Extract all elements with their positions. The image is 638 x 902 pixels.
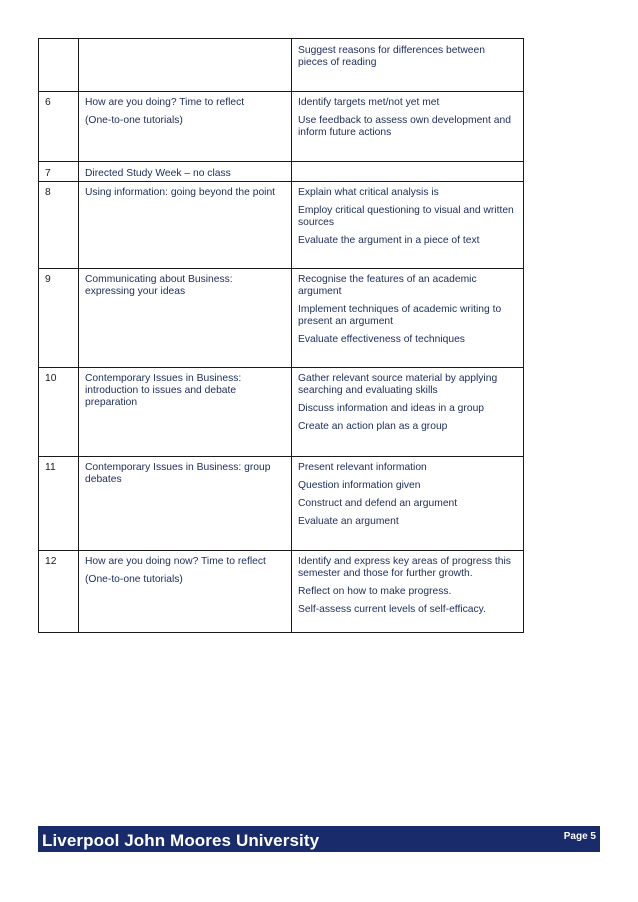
topic-text: Directed Study Week – no class [85,168,231,179]
outcomes-cell [292,269,524,368]
topic-text: (One-to-one tutorials) [85,574,183,585]
outcome-text: Implement techniques of academic writing to present an argument [298,304,502,327]
outcome-text: Discuss information and ideas in a group [298,403,485,414]
outcomes-cell [292,457,524,551]
table-row [39,39,524,92]
table-row [39,457,524,551]
outcome-text: Explain what critical analysis is [298,187,439,198]
topic-text: How are you doing now? Time to reflect [85,556,266,567]
week-cell: 11 [39,457,79,551]
outcome-text: Create an action plan as a group [298,421,448,432]
week-cell: 10 [39,368,79,457]
outcome-text: Suggest reasons for differences between pieces of reading [298,45,485,68]
outcome-text: Identify and express key areas of progress this semester and those for further growth. [298,556,511,579]
outcome-text: Use feedback to assess own development and inform future actions [298,115,511,138]
week-cell: 12 [39,551,79,633]
topic-text: Using information: going beyond the point [85,187,276,198]
outcome-text: Evaluate effectiveness of techniques [298,334,465,345]
outcome-text: Evaluate an argument [298,516,399,527]
topic-cell [79,162,292,182]
topic-text: Contemporary Issues in Business: introduction to issues and debate preparation [85,373,242,408]
outcome-text: Construct and defend an argument [298,498,458,509]
table-row [39,92,524,162]
outcomes-cell [292,368,524,457]
topic-text: How are you doing? Time to reflect [85,97,245,108]
week-cell: 7 [39,162,79,182]
table-row [39,162,524,182]
topic-cell [79,368,292,457]
outcome-text: Self-assess current levels of self-efficacy. [298,604,486,615]
topic-text: Contemporary Issues in Business: group debates [85,462,271,485]
week-cell [39,39,79,92]
table-row [39,551,524,633]
topic-text: (One-to-one tutorials) [85,115,183,126]
topic-cell [79,92,292,162]
topic-cell [79,551,292,633]
topic-text: Communicating about Business: expressing your ideas [85,274,233,297]
outcome-text: Reflect on how to make progress. [298,586,452,597]
topic-cell [79,269,292,368]
outcome-text: Present relevant information [298,462,427,473]
topic-cell [79,182,292,269]
outcome-text: Evaluate the argument in a piece of text [298,235,480,246]
outcome-text: Recognise the features of an academic argument [298,274,477,297]
outcome-text: Identify targets met/not yet met [298,97,440,108]
outcome-text: Gather relevant source material by applying searching and evaluating skills [298,373,498,396]
table-row [39,269,524,368]
page-number: Page 5 [563,831,596,842]
week-cell: 9 [39,269,79,368]
outcomes-cell [292,162,524,182]
footer-bar [38,826,600,852]
topic-cell [79,39,292,92]
table-row [39,182,524,269]
outcomes-cell [292,39,524,92]
week-cell: 8 [39,182,79,269]
outcome-text: Question information given [298,480,421,491]
outcomes-cell [292,182,524,269]
institution-name: Liverpool John Moores University [42,831,320,850]
outcomes-cell [292,551,524,633]
table-row [39,368,524,457]
outcome-text: Employ critical questioning to visual and written sources [298,205,514,228]
week-cell: 6 [39,92,79,162]
topic-cell [79,457,292,551]
schedule-table [38,38,524,633]
outcomes-cell [292,92,524,162]
